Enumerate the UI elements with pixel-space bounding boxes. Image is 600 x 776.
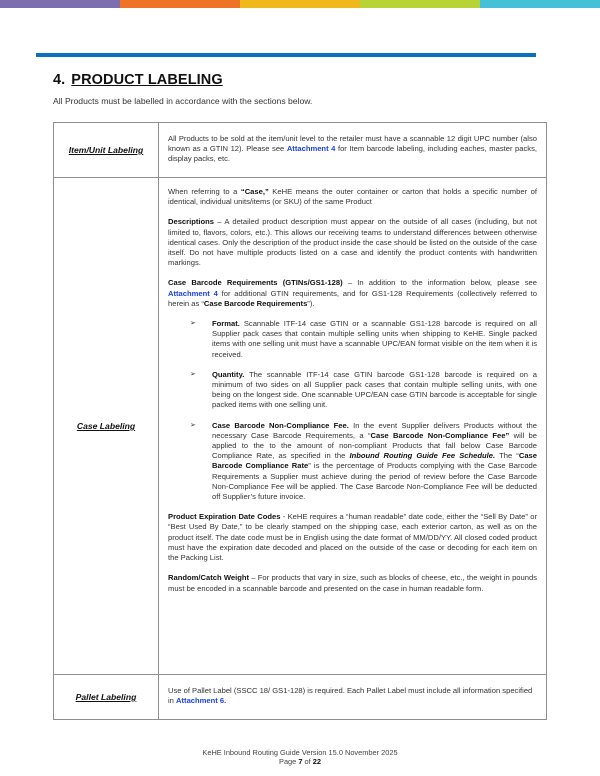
bullet-text: [212, 370, 537, 411]
item-unit-text-after: for Item barcode labeling, including eaches, master packs, display packs, etc.: [168, 144, 537, 164]
section-title: PRODUCT LABELING: [71, 72, 223, 88]
footer-page-number: [0, 757, 600, 766]
case-content: [159, 178, 546, 674]
section-heading: [53, 72, 223, 88]
total-pages: 22: [312, 757, 321, 766]
section-number: 4.: [53, 72, 66, 88]
descriptions-paragraph: [168, 217, 537, 268]
case-definition: [168, 187, 537, 207]
arrow-bullet-icon: ➢: [190, 421, 196, 429]
row-label-cell: [54, 675, 159, 719]
bullet-term: Case Barcode Non-Compliance Fee.: [212, 420, 349, 430]
header-color-bar: [0, 0, 600, 8]
fee-schedule-reference: Inbound Routing Guide Fee Schedule.: [349, 451, 496, 461]
barcode-requirements-paragraph: [168, 278, 537, 309]
bullet-non-compliance-fee: [168, 421, 537, 503]
section-intro: All Products must be labelled in accordance with the sections below.: [53, 96, 313, 106]
bullet-term: Quantity.: [212, 369, 245, 379]
header-divider: [36, 53, 536, 57]
arrow-bullet-icon: ➢: [190, 370, 196, 378]
text: The scannable ITF-14 case GTIN barcode GS1-128 barcode is required on a minimum of two sides on all Supplier pack cases that contain multiple selling units, with one being on the longest side. One scannable UPC/EAN case GTIN barcode is acceptable for single packed items with one selling unit.: [212, 369, 537, 410]
item-unit-text: All Products to be sold at the item/unit level to the retailer must have a scannable 12 digit UPC number (also known as a GTIN 12). Please see: [168, 134, 537, 154]
pallet-label: Pallet Labeling: [75, 692, 137, 702]
bullet-format: [168, 319, 537, 360]
random-weight-paragraph: [168, 573, 537, 593]
text: Page: [279, 757, 299, 766]
bullet-quantity: [168, 370, 537, 411]
color-bar-cyan: [480, 0, 600, 8]
expiration-codes-paragraph: [168, 512, 537, 563]
text: In the event Supplier delivers Products without the necessary Case Barcode Requirements, a “: [212, 420, 537, 440]
text: for additional GTIN requirements, and for GS1-128 Requirements (collectively referred to herein as “: [168, 288, 537, 308]
barcode-req-term: Case Barcode Requirements (GTINs/GS1-128): [168, 278, 343, 288]
text: KeHE means the outer container or carton that holds a specific number of identical, individual units/items (or SKU) of the same Product: [168, 187, 537, 207]
item-unit-content: [159, 123, 546, 177]
arrow-bullet-icon: ➢: [190, 320, 196, 328]
text: Use of Pallet Label (SSCC 18/ GS1-128) is required. Each Pallet Label must include all information specified in: [168, 686, 533, 706]
defined-term: Case Barcode Compliance Rate: [212, 451, 537, 471]
bullet-term: Format.: [212, 319, 240, 329]
text: of: [302, 757, 313, 766]
barcode-req-defined-term: Case Barcode Requirements: [203, 298, 308, 308]
color-bar-yellow: [240, 0, 360, 8]
bullet-text: [212, 319, 537, 360]
descriptions-term: Descriptions: [168, 217, 214, 227]
expiration-term: Product Expiration Date Codes: [168, 512, 281, 522]
row-label-cell: [54, 123, 159, 177]
barcode-bullet-list: [168, 319, 537, 502]
text: ” is the percentage of Products complying with the Case Barcode Requirements a Supplier must achieve during the period of review before the Case Barcode Non-Compliance Fee will be applied. The Case Barcode Non-Compliance Fee will be deducted off Supplier’s future invoice.: [212, 461, 537, 502]
text: ”).: [307, 298, 315, 308]
pallet-content: [159, 675, 546, 719]
color-bar-purple: [0, 0, 120, 8]
text: When referring to a: [168, 187, 241, 196]
current-page: 7: [298, 757, 303, 766]
text: – In addition to the information below, please see: [342, 278, 537, 288]
text: - KeHE requires a “human readable” date code, either the “Sell By Date” or “Best Used By Date,” to be clearly stamped on the shipping case, each exterior carton, as well as on the product itself. The date code must be in English using the date format of MM/DD/YY. All closed coded product must have the expiration date decoded and placed on the outside of the case or decoding for each item on the Packing List.: [168, 512, 537, 563]
color-bar-orange: [120, 0, 240, 8]
attachment-4-link[interactable]: Attachment 4: [168, 288, 218, 298]
item-unit-label: Item/Unit Labeling: [68, 145, 144, 155]
text: will be applied to the to the amount of non-compliant Products that fall below Case Barcode Compliance Rate, as specified in the: [212, 430, 537, 461]
color-bar-green: [360, 0, 480, 8]
defined-term: Case Barcode Non-Compliance Fee”: [370, 430, 510, 440]
footer-guide-version: KeHE Inbound Routing Guide Version 15.0 November 2025: [202, 748, 398, 757]
table-row-case: [54, 178, 546, 675]
attachment-6-link[interactable]: Attachment 6.: [176, 696, 227, 706]
row-label-cell: [54, 178, 159, 674]
random-weight-term: Random/Catch Weight: [168, 573, 250, 583]
text: Scannable ITF-14 case GTIN or a scannable GS1-128 barcode is required on all Supplier pack cases that contain multiple selling units when shipping to KeHE. Single packed items with one selling unit must have a scannable UPC/EAN format visible on the item when it is received.: [212, 319, 537, 359]
table-row-item-unit: [54, 123, 546, 178]
text: – For products that vary in size, such as blocks of cheese, etc., the weight in pounds must be encoded in a scannable barcode and presented on the case in human readable form.: [168, 573, 537, 593]
text: The “: [495, 451, 519, 461]
attachment-4-link[interactable]: Attachment 4: [286, 144, 336, 154]
bullet-text: [212, 421, 537, 503]
labeling-table: [53, 122, 547, 720]
case-label: Case Labeling: [76, 421, 136, 431]
case-term: “Case,”: [240, 187, 269, 196]
table-row-pallet: [54, 675, 546, 719]
text: – A detailed product description must appear on the outside of all cases (including, but not limited to, flavors, colors, etc.). This allows our receiving teams to understand differences between otherwise identical cases. Only the description of the product inside the case should be listed on the outside of the case itself. Do not have multiple products listed on a case and identify the product contents with handwritten markings.: [168, 217, 537, 268]
